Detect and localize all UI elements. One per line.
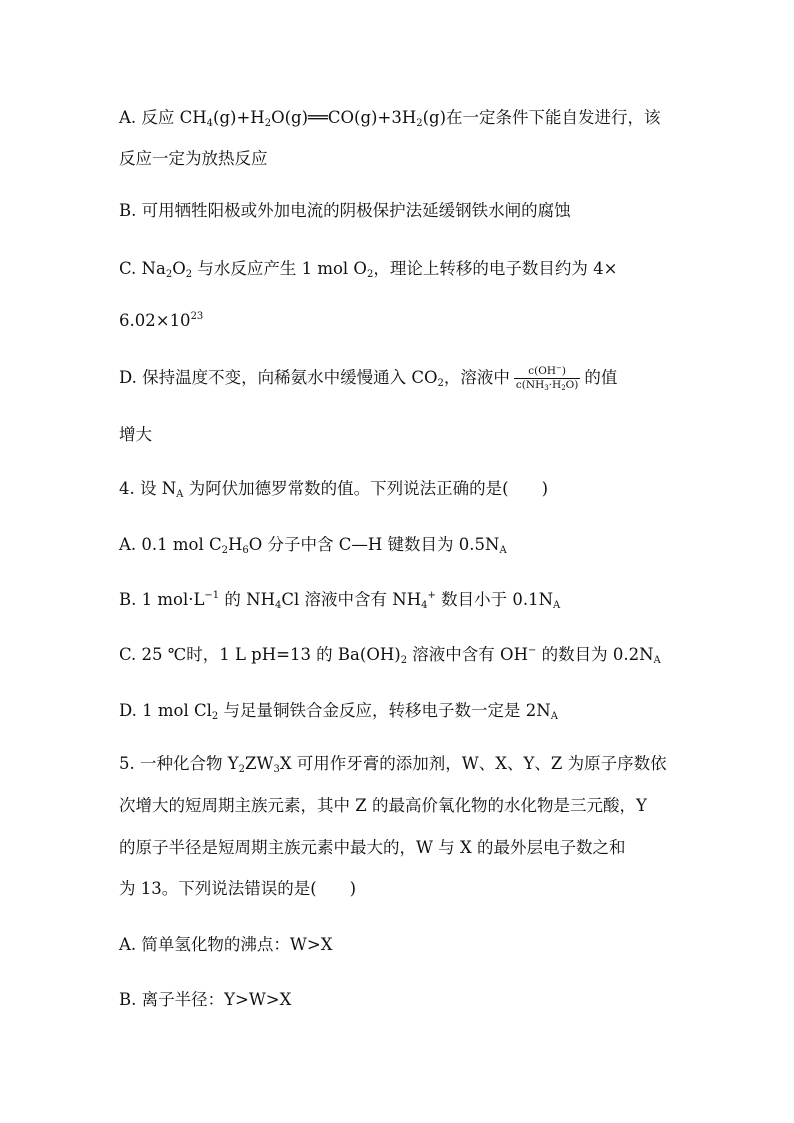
q5-stem-line3: 的原子半径是短周期主族元素中最大的，W 与 X 的最外层电子数之和 (119, 838, 626, 857)
q4-option-c: C. 25 ℃时，1 L pH=13 的 $Ba(OH)_2$ 溶液中含有 OH− 的数目为 $0.2N_A$ (119, 645, 661, 666)
q4-option-d: D. 1 mol $Cl_2$ 与足量铜铁合金反应，转移电子数一定是 $2N_A$ (119, 701, 558, 722)
concentration-ratio-fraction (514, 365, 580, 392)
q3-option-a-line2: 反应一定为放热反应 (119, 149, 268, 168)
fraction-denominator: $c(NH_3\cdot H_2O)$ (515, 379, 579, 392)
q5-option-a: A. 简单氢化物的沸点：W>X (119, 935, 333, 954)
q5-stem-line2: 次增大的短周期主族元素，其中 Z 的最高价氧化物的水化物是三元酸，Y (119, 796, 647, 815)
q3-option-c-line2: $6.02\times 10^{23}$ (119, 311, 204, 330)
q3-option-d-line2: 增大 (119, 425, 152, 444)
q3-option-b: B. 可用牺牲阳极或外加电流的阴极保护法延缓钢铁水闸的腐蚀 (119, 201, 571, 220)
q4-stem: 4. 设 $N_A$ 为阿伏加德罗常数的值。下列说法正确的是( ) (119, 479, 549, 500)
q3-option-d-text: D. 保持温度不变，向稀氨水中缓慢通入 $CO_2$，溶液中 (119, 368, 510, 389)
q4-option-b: B. 1 $mol\cdot L^{-1}$ 的 $NH_4Cl$ 溶液中含有 $NH_4^+$ 数目小于 $0.1N_A$ (119, 590, 561, 611)
q3-option-c-line1: C. $Na_2O_2$ 与水反应产生 1 mol $O_2$，理论上转移的电子数目约为 4× (119, 259, 618, 280)
q5-option-b: B. 离子半径：Y>W>X (119, 990, 292, 1009)
q5-stem-line1: 5. 一种化合物 $Y_2ZW_3X$ 可用作牙膏的添加剂，W、X、Y、Z 为原子序数依 (119, 754, 667, 775)
q3-option-d-line1 (119, 365, 617, 392)
q3-option-a-line1: A. 反应 $CH_4(g)+H_2O(g)══CO(g)+3H_2(g)$在一定条件下能自发进行，该 (119, 108, 661, 129)
q5-stem-line4: 为 13。下列说法错误的是( ) (119, 879, 357, 898)
q4-option-a: A. 0.1 mol $C_2H_6O$ 分子中含 C—H 键数目为 $0.5N_A$ (119, 535, 507, 556)
fraction-numerator: c(OH−) (514, 365, 580, 379)
q3-option-d-suffix: 的值 (584, 368, 618, 387)
